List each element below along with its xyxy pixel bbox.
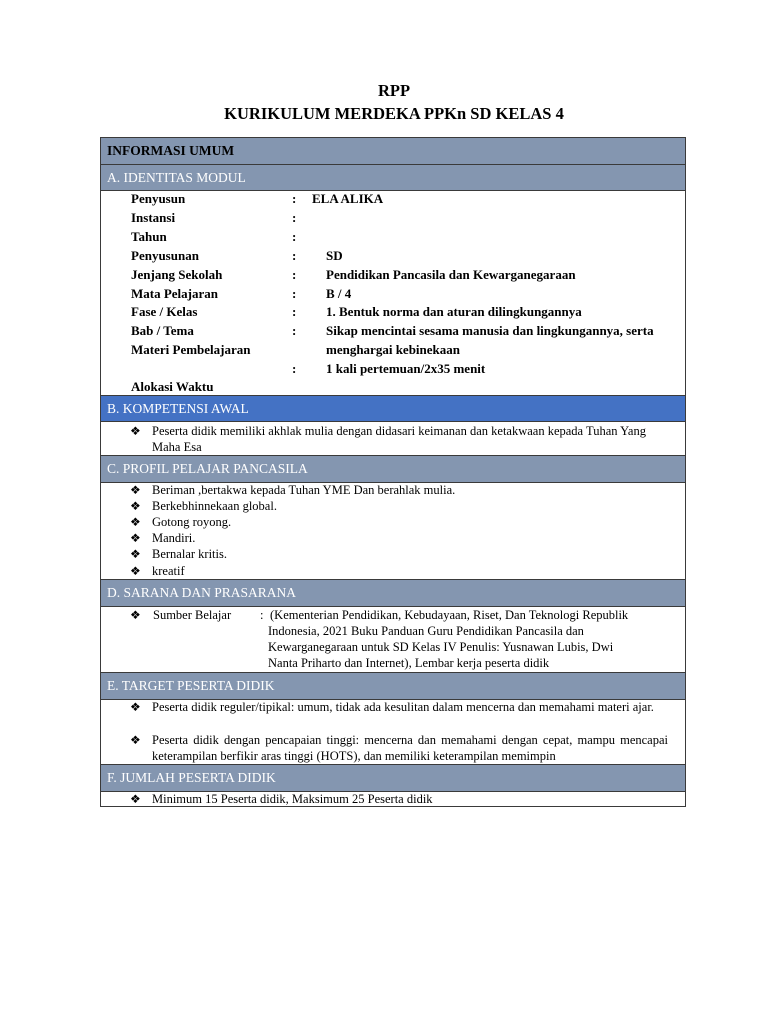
- sarana-line: Indonesia, 2021 Buku Panduan Guru Pendidikan Pancasila dan: [268, 624, 584, 638]
- sarana-line: (Kementerian Pendidikan, Kebudayaan, Riset, Dan Teknologi Republik: [270, 608, 629, 622]
- bullet-icon: ❖: [130, 515, 141, 529]
- bullet-icon: ❖: [130, 792, 141, 806]
- value-bab-tema: 1. Bentuk norma dan aturan dilingkungannya: [326, 304, 582, 319]
- sarana-label: Sumber Belajar: [153, 608, 232, 622]
- colon: :: [292, 304, 297, 319]
- value-alokasi-waktu: 1 kali pertemuan/2x35 menit: [326, 361, 486, 376]
- label-instansi: Instansi: [131, 210, 176, 225]
- kompetensi-awal-text: Peserta didik memiliki akhlak mulia dengan didasari keimanan dan ketakwaan kepada Tuhan Yang Maha Esa: [152, 424, 646, 454]
- sarana-line: Kewarganegaraan untuk SD Kelas IV Penulis: Yusnawan Lubis, Dwi: [268, 640, 614, 654]
- colon: :: [292, 210, 297, 225]
- sarana-colon: :: [260, 608, 264, 622]
- profil-item: Mandiri.: [152, 531, 196, 545]
- colon: :: [292, 248, 297, 263]
- label-fase-kelas: Fase / Kelas: [131, 304, 198, 319]
- section-kompetensi-awal: B. KOMPETENSI AWAL: [100, 395, 686, 422]
- label-penyusunan: Penyusunan: [131, 248, 199, 263]
- label-penyusun: Penyusun: [131, 191, 186, 206]
- jumlah-peserta-text: Minimum 15 Peserta didik, Maksimum 25 Peserta didik: [152, 792, 433, 806]
- bullet-icon: ❖: [130, 733, 141, 747]
- label-alokasi-waktu: Alokasi Waktu: [131, 379, 214, 394]
- bullet-icon: ❖: [130, 564, 141, 578]
- bullet-icon: ❖: [130, 499, 141, 513]
- target-item: Peserta didik dengan pencapaian tinggi: mencerna dan memahami dengan cepat, mampu mencapai keterampilan berfikir aras tinggi (HOTS), dan memiliki keterampilan memimpin: [152, 733, 668, 763]
- profil-item: Bernalar kritis.: [152, 547, 227, 561]
- colon: :: [292, 286, 297, 301]
- bullet-icon: ❖: [130, 700, 141, 714]
- profil-item: Gotong royong.: [152, 515, 232, 529]
- bullet-icon: ❖: [130, 483, 141, 497]
- section-target-peserta-didik: E. TARGET PESERTA DIDIK: [100, 672, 686, 700]
- sarana-line: Nanta Priharto dan Internet), Lembar kerja peserta didik: [268, 656, 550, 670]
- section-jumlah-peserta-didik: F. JUMLAH PESERTA DIDIK: [100, 764, 686, 792]
- label-tahun: Tahun: [131, 229, 167, 244]
- colon: :: [292, 267, 297, 282]
- document-title: RPP: [377, 81, 411, 100]
- bullet-icon: ❖: [130, 531, 141, 545]
- colon: :: [292, 361, 297, 376]
- bullet-icon: ❖: [130, 608, 141, 622]
- bullet-icon: ❖: [130, 547, 141, 561]
- value-penyusun: ELA ALIKA: [312, 191, 384, 206]
- bullet-icon: ❖: [130, 424, 141, 438]
- profil-item: kreatif: [152, 564, 185, 578]
- value-materi-line1: Sikap mencintai sesama manusia dan lingkungannya, serta: [326, 323, 654, 338]
- value-jenjang: SD: [326, 248, 343, 263]
- target-item: Peserta didik reguler/tipikal: umum, tidak ada kesulitan dalam mencerna dan memahami materi ajar.: [152, 700, 654, 714]
- section-informasi-umum: INFORMASI UMUM: [100, 137, 686, 165]
- value-mata-pelajaran: Pendidikan Pancasila dan Kewarganegaraan: [326, 267, 576, 282]
- profil-item: Beriman ,bertakwa kepada Tuhan YME Dan berahlak mulia.: [152, 483, 456, 497]
- label-mata-pelajaran: Mata Pelajaran: [131, 286, 219, 301]
- colon: :: [292, 323, 297, 338]
- colon: :: [292, 229, 297, 244]
- profil-item: Berkebhinnekaan global.: [152, 499, 277, 513]
- section-profil-pelajar-pancasila: C. PROFIL PELAJAR PANCASILA: [100, 455, 686, 483]
- value-materi-line2: menghargai kebinekaan: [326, 342, 460, 357]
- label-jenjang-sekolah: Jenjang Sekolah: [131, 267, 223, 282]
- label-bab-tema: Bab / Tema: [131, 323, 194, 338]
- label-materi-pembelajaran: Materi Pembelajaran: [131, 342, 251, 357]
- document-subtitle: KURIKULUM MERDEKA PPKn SD KELAS 4: [224, 104, 564, 123]
- section-identitas-modul: A. IDENTITAS MODUL: [100, 164, 686, 191]
- colon: :: [292, 191, 297, 206]
- value-fase-kelas: B / 4: [326, 286, 352, 301]
- section-sarana-prasarana: D. SARANA DAN PRASARANA: [100, 579, 686, 607]
